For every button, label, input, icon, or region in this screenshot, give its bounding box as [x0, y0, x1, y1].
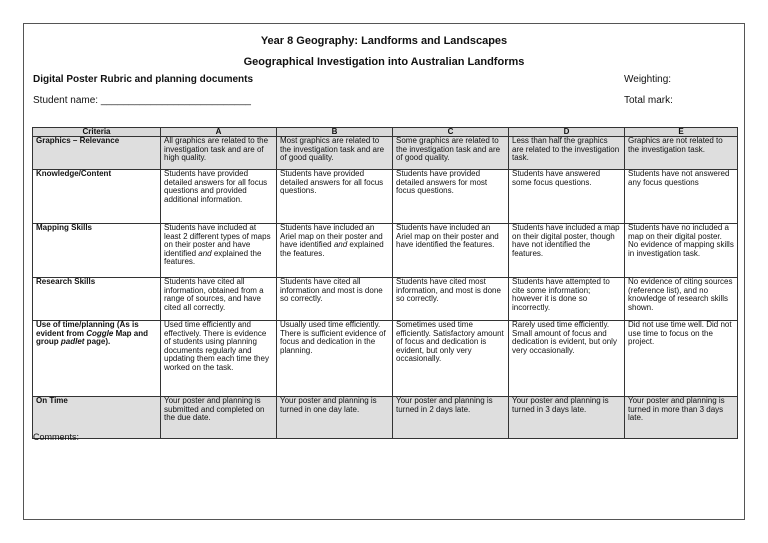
header-d: D: [509, 128, 625, 137]
table-cell: Students have included at least 2 different types of maps on their poster and have identified and explained the features.: [161, 224, 277, 278]
table-cell: Graphics are not related to the investigation task.: [625, 137, 738, 170]
document-title: Year 8 Geography: Landforms and Landscapes: [260, 35, 508, 47]
table-cell: Students have included an Ariel map on their poster and have identified and explained the features.: [277, 224, 393, 278]
table-cell: Students have no included a map on their digital poster. No evidence of mapping skills in investigation task.: [625, 224, 738, 278]
table-cell: All graphics are related to the investigation task and are of high quality.: [161, 137, 277, 170]
table-row: [33, 397, 738, 439]
table-cell: Usually used time efficiently. There is sufficient evidence of focus and dedication in the planning.: [277, 321, 393, 397]
table-row: [33, 137, 738, 170]
table-cell: Students have included an Ariel map on their poster and have identified the features.: [393, 224, 509, 278]
table-cell: Students have cited most information, and most is done so correctly.: [393, 278, 509, 321]
criteria-cell: Research Skills: [33, 278, 161, 321]
document-subtitle: Geographical Investigation into Australian Landforms: [243, 56, 525, 68]
table-cell: Students have cited all information and most is done so correctly.: [277, 278, 393, 321]
table-cell: Your poster and planning is turned in 3 days late.: [509, 397, 625, 439]
criteria-cell: Mapping Skills: [33, 224, 161, 278]
rubric-page: [23, 23, 745, 520]
table-cell: Did not use time well. Did not use time to focus on the project.: [625, 321, 738, 397]
header-c: C: [393, 128, 509, 137]
weighting-label: Weighting:: [624, 74, 672, 85]
table-cell: Students have provided detailed answers for all focus questions.: [277, 170, 393, 224]
table-cell: Students have cited all information, obtained from a range of sources, and have cited all correctly.: [161, 278, 277, 321]
table-cell: Your poster and planning is turned in more than 3 days late.: [625, 397, 738, 439]
table-cell: Students have provided detailed answers for all focus questions and provided additional information.: [161, 170, 277, 224]
table-cell: Your poster and planning is turned in one day late.: [277, 397, 393, 439]
table-header-row: [33, 128, 738, 137]
criteria-cell: Knowledge/Content: [33, 170, 161, 224]
table-cell: Sometimes used time efficiently. Satisfactory amount of focus and dedication is evident, but only very occasionally.: [393, 321, 509, 397]
total-mark-label: Total mark:: [624, 95, 673, 106]
comments-label: Comments:: [33, 432, 80, 442]
table-cell: Students have not answered any focus questions: [625, 170, 738, 224]
table-cell: Students have included a map on their digital poster, though have not identified the features.: [509, 224, 625, 278]
table-row: [33, 170, 738, 224]
rubric-label: Digital Poster Rubric and planning documents: [33, 74, 254, 85]
table-cell: Most graphics are related to the investigation task and are of good quality.: [277, 137, 393, 170]
criteria-cell: Use of time/planning (As is evident from Coggle Map and group padlet page).: [33, 321, 161, 397]
table-cell: Rarely used time efficiently. Small amount of focus and dedication is evident, but only very occasionally.: [509, 321, 625, 397]
header-a: A: [161, 128, 277, 137]
criteria-cell: Graphics – Relevance: [33, 137, 161, 170]
criteria-cell: On Time: [33, 397, 161, 439]
table-row: [33, 224, 738, 278]
table-row: [33, 278, 738, 321]
table-cell: Less than half the graphics are related to the investigation task.: [509, 137, 625, 170]
table-cell: Used time efficiently and effectively. There is evidence of students using planning documents regularly and updating them each time they worked on the task.: [161, 321, 277, 397]
table-cell: Your poster and planning is turned in 2 days late.: [393, 397, 509, 439]
header-b: B: [277, 128, 393, 137]
table-cell: No evidence of citing sources (reference list), and no knowledge of research skills shown.: [625, 278, 738, 321]
table-cell: Your poster and planning is submitted and completed on the due date.: [161, 397, 277, 439]
table-cell: Students have attempted to cite some information; however it is done so incorrectly.: [509, 278, 625, 321]
table-cell: Some graphics are related to the investigation task and are of good quality.: [393, 137, 509, 170]
student-name-field: Student name: ___________________________: [33, 95, 251, 106]
table-cell: Students have answered some focus questions.: [509, 170, 625, 224]
rubric-table: [32, 127, 738, 439]
table-row: [33, 321, 738, 397]
header-e: E: [625, 128, 738, 137]
header-criteria: Criteria: [33, 128, 161, 137]
table-cell: Students have provided detailed answers for most focus questions.: [393, 170, 509, 224]
